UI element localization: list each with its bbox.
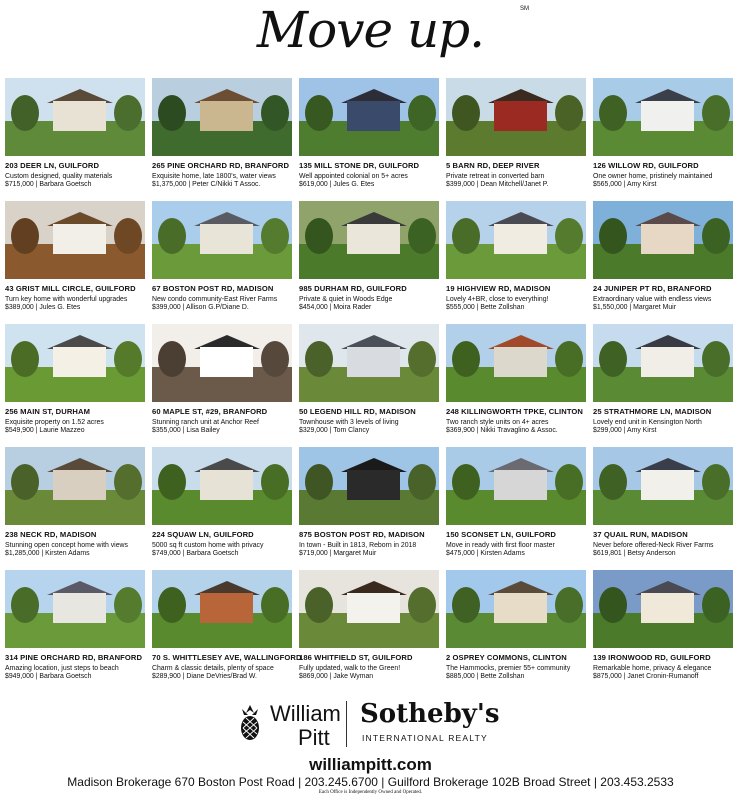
listing-description: Stunning ranch unit at Anchor Reef [152, 419, 259, 426]
listing-description: The Hammocks, premier 55+ community [446, 665, 571, 672]
listing-photo[interactable] [5, 570, 145, 648]
listing-description: One owner home, pristinely maintained [593, 173, 713, 180]
listing-card[interactable] [299, 78, 439, 188]
listing-price-agent: $719,000 | Margaret Muir [299, 550, 377, 557]
listing-price-agent: $619,000 | Jules G. Etes [299, 181, 375, 188]
listing-price-agent: $389,000 | Jules G. Etes [5, 304, 81, 311]
listing-card[interactable] [446, 78, 586, 188]
listing-description: Extraordinary value with endless views [593, 296, 712, 303]
listing-address: 5 BARN RD, DEEP RIVER [446, 161, 540, 170]
listing-description: Private retreat in converted barn [446, 173, 545, 180]
listing-price-agent: $949,000 | Barbara Goetsch [5, 673, 92, 680]
service-mark: SM [520, 6, 529, 12]
brand-divider [346, 701, 347, 747]
listing-card[interactable] [593, 570, 733, 680]
listing-photo[interactable] [593, 78, 733, 156]
listing-card[interactable] [5, 78, 145, 188]
listing-address: 139 IRONWOOD RD, GUILFORD [593, 653, 711, 662]
listing-address: 50 LEGEND HILL RD, MADISON [299, 407, 416, 416]
pineapple-icon [236, 703, 264, 741]
listing-card[interactable] [152, 201, 292, 311]
brand-international-realty: INTERNATIONAL REALTY [362, 733, 488, 743]
listing-price-agent: $1,375,000 | Peter C/Nikki T Assoc. [152, 181, 261, 188]
listing-address: 224 SQUAW LN, GUILFORD [152, 530, 254, 539]
listing-address: 2 OSPREY COMMONS, CLINTON [446, 653, 567, 662]
listing-address: 43 GRIST MILL CIRCLE, GUILFORD [5, 284, 136, 293]
listing-price-agent: $555,000 | Bette Zollshan [446, 304, 525, 311]
brand-logo [0, 697, 741, 757]
listing-price-agent: $454,000 | Moira Rader [299, 304, 372, 311]
listing-address: 67 BOSTON POST RD, MADISON [152, 284, 274, 293]
listing-photo[interactable] [446, 324, 586, 402]
listing-address: 875 BOSTON POST RD, MADISON [299, 530, 425, 539]
listing-description: New condo community-East River Farms [152, 296, 278, 303]
listing-address: 70 S. WHITTLESEY AVE, WALLINGFORD [152, 653, 302, 662]
listing-address: 203 DEER LN, GUILFORD [5, 161, 100, 170]
listing-card[interactable] [5, 324, 145, 434]
listing-address: 19 HIGHVIEW RD, MADISON [446, 284, 551, 293]
listing-price-agent: $369,900 | Nikki Travaglino & Assoc. [446, 427, 558, 434]
listing-photo[interactable] [5, 201, 145, 279]
listing-price-agent: $749,000 | Barbara Goetsch [152, 550, 239, 557]
listing-card[interactable] [446, 570, 586, 680]
listing-address: 248 KILLINGWORTH TPKE, CLINTON [446, 407, 584, 416]
listing-description: Never before offered-Neck River Farms [593, 542, 714, 549]
listing-description: Stunning open concept home with views [5, 542, 128, 549]
listing-photo[interactable] [152, 324, 292, 402]
listing-photo[interactable] [593, 447, 733, 525]
fine-print: Each Office is Independently Owned and Operated. [318, 790, 423, 795]
listing-row [5, 324, 736, 447]
listing-description: Two ranch style units on 4+ acres [446, 419, 549, 426]
listing-card[interactable] [5, 447, 145, 557]
listing-address: 37 QUAIL RUN, MADISON [593, 530, 688, 539]
brand-william: William [270, 701, 341, 726]
listing-card[interactable] [593, 447, 733, 557]
listing-price-agent: $399,000 | Dean Mitchell/Janet P. [446, 181, 549, 188]
listing-address: 238 NECK RD, MADISON [5, 530, 97, 539]
listing-photo[interactable] [446, 447, 586, 525]
brand-pitt: Pitt [298, 725, 330, 750]
listing-photo[interactable] [5, 78, 145, 156]
listing-photo[interactable] [299, 78, 439, 156]
listing-address: 265 PINE ORCHARD RD, BRANFORD [152, 161, 290, 170]
listing-photo[interactable] [299, 201, 439, 279]
listing-row [5, 201, 736, 324]
listing-photo[interactable] [446, 570, 586, 648]
listing-card[interactable] [593, 201, 733, 311]
listing-price-agent: $875,000 | Janet Cronin-Rumanoff [593, 673, 699, 680]
listing-photo[interactable] [152, 201, 292, 279]
listing-address: 985 DURHAM RD, GUILFORD [299, 284, 407, 293]
listing-card[interactable] [299, 324, 439, 434]
listing-card[interactable] [446, 324, 586, 434]
listing-photo[interactable] [5, 324, 145, 402]
listing-price-agent: $565,000 | Amy Kirst [593, 181, 657, 188]
listing-price-agent: $399,000 | Allison G.P/Diane D. [152, 304, 249, 311]
listing-description: Charm & classic details, plenty of space [152, 665, 274, 672]
listing-card[interactable] [152, 324, 292, 434]
listing-description: Private & quiet in Woods Edge [299, 296, 393, 303]
listing-photo[interactable] [152, 447, 292, 525]
listing-price-agent: $869,000 | Jake Wyman [299, 673, 374, 680]
listing-description: Lovely end unit in Kensington North [593, 419, 702, 426]
listing-address: 60 MAPLE ST, #29, BRANFORD [152, 407, 268, 416]
listing-photo[interactable] [152, 570, 292, 648]
listing-photo[interactable] [593, 570, 733, 648]
listing-description: Move in ready with first floor master [446, 542, 555, 549]
listing-description: Townhouse with 3 levels of living [299, 419, 399, 426]
listing-address: 126 WILLOW RD, GUILFORD [593, 161, 699, 170]
listing-price-agent: $299,000 | Amy Kirst [593, 427, 657, 434]
office-contacts: Madison Brokerage 670 Boston Post Road | 203.245.6700 | Guilford Brokerage 102B Broad Street | 203.453.2533 [67, 775, 674, 789]
listing-description: Turn key home with wonderful upgrades [5, 296, 128, 303]
listing-description: Well appointed colonial on 5+ acres [299, 173, 408, 180]
listing-address: 135 MILL STONE DR, GUILFORD [299, 161, 420, 170]
listing-grid [5, 78, 736, 693]
listing-price-agent: $329,000 | Tom Clancy [299, 427, 370, 434]
listing-price-agent: $1,550,000 | Margaret Muir [593, 304, 676, 311]
website-link[interactable]: williampitt.com [309, 755, 432, 774]
listing-address: 256 MAIN ST, DURHAM [5, 407, 91, 416]
listing-description: In town - Built in 1813, Reborn in 2018 [299, 542, 417, 549]
listing-row [5, 570, 736, 693]
listing-address: 25 STRATHMORE LN, MADISON [593, 407, 712, 416]
listing-row [5, 78, 736, 201]
listing-photo[interactable] [446, 201, 586, 279]
listing-price-agent: $619,801 | Betsy Anderson [593, 550, 676, 557]
listing-photo[interactable] [593, 324, 733, 402]
listing-address: 24 JUNIPER PT RD, BRANFORD [593, 284, 712, 293]
listing-description: Exquisite property on 1.52 acres [5, 419, 104, 426]
listing-photo[interactable] [5, 447, 145, 525]
brand-sothebys: Sotheby's [360, 699, 500, 729]
listing-card[interactable] [152, 570, 302, 680]
listing-card[interactable] [299, 447, 439, 557]
listing-card[interactable] [5, 201, 145, 311]
headline: Move up. [256, 1, 485, 59]
listing-photo[interactable] [299, 570, 439, 648]
listing-price-agent: $289,900 | Diane DeVries/Brad W. [152, 673, 257, 680]
listing-address: 314 PINE ORCHARD RD, BRANFORD [5, 653, 143, 662]
listing-description: Fully updated, walk to the Green! [299, 665, 401, 672]
listing-card[interactable] [299, 201, 439, 311]
listing-card[interactable] [446, 447, 586, 557]
listing-photo[interactable] [299, 447, 439, 525]
listing-address: 186 WHITFIELD ST, GUILFORD [299, 653, 413, 662]
listing-card[interactable] [593, 78, 733, 188]
listing-card[interactable] [593, 324, 733, 434]
listing-price-agent: $549,900 | Laurie Mazzeo [5, 427, 85, 434]
listing-address: 150 SCONSET LN, GUILFORD [446, 530, 556, 539]
listing-photo[interactable] [152, 78, 292, 156]
listing-description: Exquisite home, late 1800's, water views [152, 173, 276, 180]
listing-card[interactable] [446, 201, 586, 311]
listing-description: Lovely 4+BR, close to everything! [446, 296, 549, 303]
listing-price-agent: $355,000 | Lisa Bailey [152, 427, 220, 434]
listing-price-agent: $715,000 | Barbara Goetsch [5, 181, 92, 188]
listing-card[interactable] [152, 447, 292, 557]
listing-price-agent: $885,000 | Bette Zollshan [446, 673, 525, 680]
listing-card[interactable] [152, 78, 292, 188]
listing-price-agent: $1,285,000 | Kirsten Adams [5, 550, 90, 557]
listing-description: Custom designed, quality materials [5, 173, 113, 180]
listing-photo[interactable] [299, 324, 439, 402]
listing-photo[interactable] [446, 78, 586, 156]
listing-row [5, 447, 736, 570]
listing-card[interactable] [299, 570, 439, 680]
listing-description: Remarkable home, privacy & elegance [593, 665, 712, 672]
listing-card[interactable] [5, 570, 145, 680]
listing-photo[interactable] [593, 201, 733, 279]
listing-description: 5000 sq ft custom home with privacy [152, 542, 264, 549]
listing-description: Amazing location, just steps to beach [5, 665, 119, 672]
listing-price-agent: $475,000 | Kirsten Adams [446, 550, 525, 557]
